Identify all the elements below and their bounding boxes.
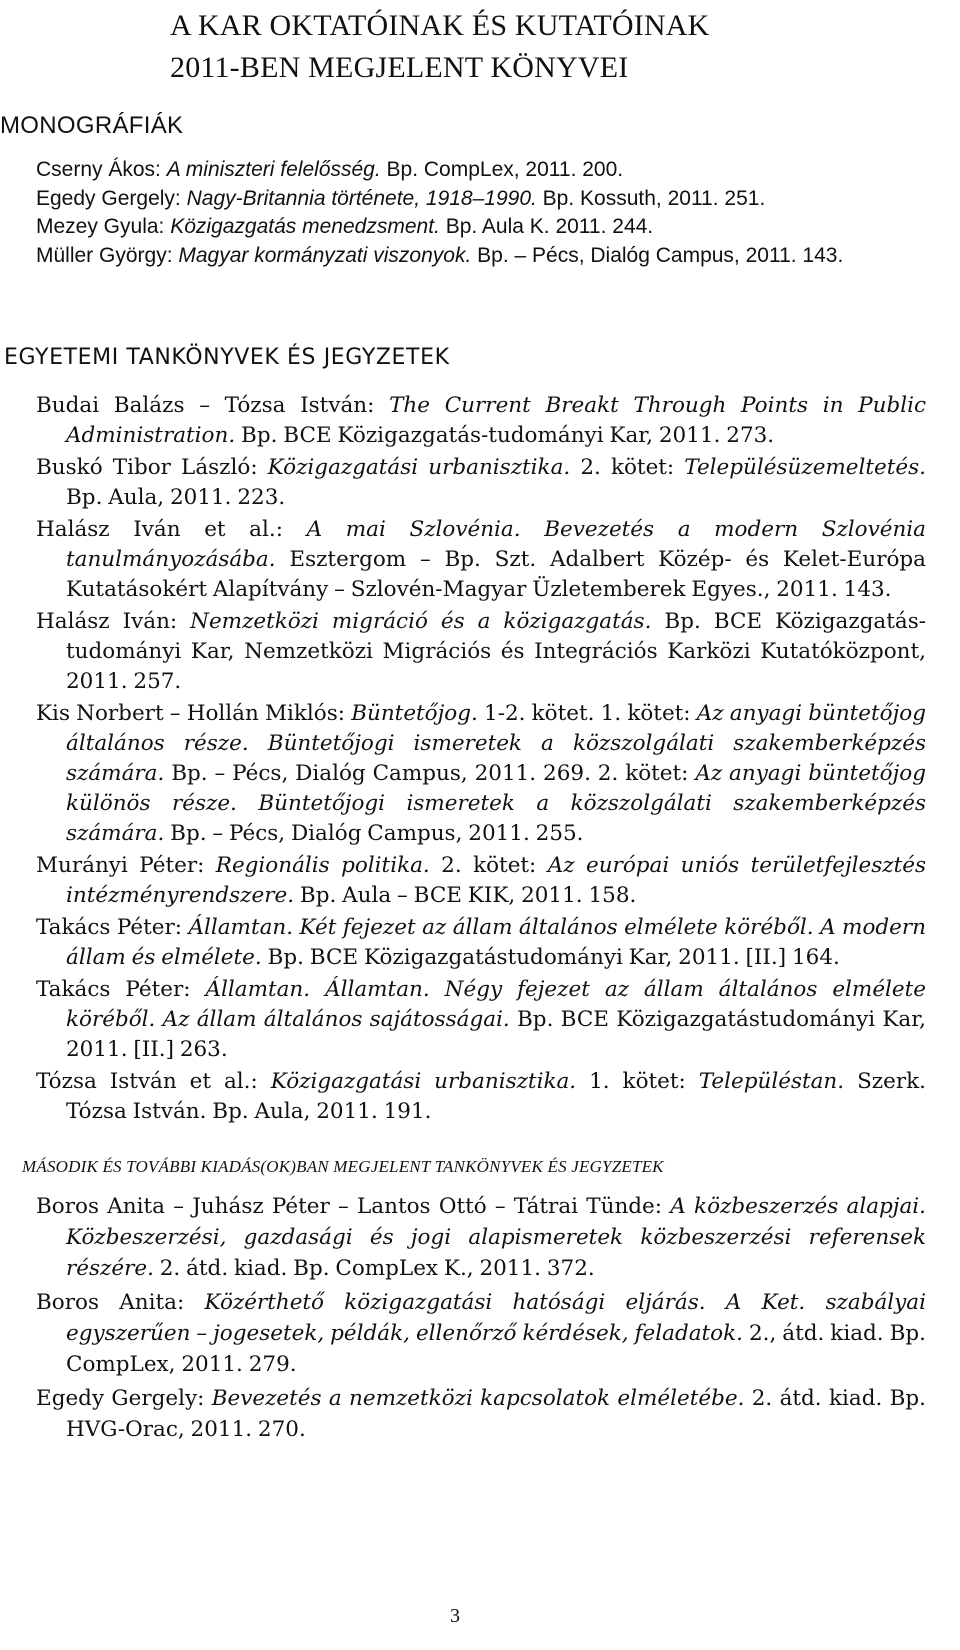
page-number: 3 — [450, 1605, 460, 1627]
bibliography-entry — [36, 185, 926, 214]
entry-text: Halász Iván: — [36, 609, 191, 634]
entry-text: Mezey Gyula: — [36, 215, 171, 238]
entry-title-text: Regionális politika. — [215, 853, 430, 878]
entry-text: Bp. BCE Közigazgatástudományi Kar, 2011. [II.] 164. — [261, 945, 840, 970]
entry-text: Bp. Aula – BCE KIK, 2011. 158. — [294, 883, 637, 908]
entry-text: 1. kötet: — [576, 1069, 699, 1094]
bibliography-entry — [36, 913, 926, 973]
entry-text: 2. kötet: — [429, 853, 548, 878]
section-list-monographs — [36, 156, 926, 270]
entry-text: Cserny Ákos: — [36, 158, 167, 181]
entry-title-text: A mai Szlovénia. Bevezetés a modern Szlovénia tanulmányozásába. — [66, 517, 926, 572]
entry-title-text: Államtan. Két fejezet az állam általános elmélete köréből. A modern állam és elmélete. — [66, 915, 926, 970]
bibliography-entry — [36, 699, 926, 849]
entry-text: 1-2. kötet. 1. kötet: — [477, 701, 697, 726]
entry-text: Esztergom – Bp. Szt. Adalbert Közép- és Kelet-Európa Kutatásokért Alapítvány – Szlovén-Magyar Üzletemberek Egyes., 2011. 143. — [66, 547, 926, 602]
document-title-line-2: 2011-BEN MEGJELENT KÖNYVEI — [170, 51, 629, 84]
bibliography-entry — [36, 607, 926, 697]
bibliography-entry — [36, 242, 926, 271]
entry-text: 2. átd. kiad. Bp. CompLex K., 2011. 372. — [153, 1256, 595, 1281]
section-list-later-editions — [36, 1191, 926, 1448]
entry-title-text: Közigazgatási urbanisztika. — [270, 1069, 577, 1094]
entry-text: Müller György: — [36, 243, 179, 267]
bibliography-entry — [36, 975, 926, 1065]
entry-text: Boros Anita – Juhász Péter – Lantos Ottó – Tátrai Tünde: — [36, 1194, 671, 1219]
entry-title-text: A miniszteri felelősség. — [166, 158, 381, 181]
entry-title-text: Büntetőjog. — [351, 701, 478, 726]
entry-text: Bp. BCE Közigazgatástudományi Kar, 2011. [II.] 263. — [66, 1007, 926, 1062]
entry-text: Szerk. Tózsa István. Bp. Aula, 2011. 191. — [66, 1069, 926, 1124]
entry-title-text: Államtan. Államtan. Négy fejezet az állam általános elmélete köréből. Az állam általános sajátosságai. — [66, 977, 927, 1032]
entry-text: Bp. BCE Közigazgatás-tudományi Kar, 2011. 273. — [235, 423, 775, 448]
entry-title-text: Az anyagi büntetőjog különös része. Büntetőjogi ismeretek a közszolgálati szakemberképzés számára. — [66, 761, 926, 846]
entry-title-text: Az európai uniós területfejlesztés intézményrendszere. — [66, 853, 927, 908]
bibliography-entry — [36, 1287, 926, 1380]
entry-text: 2. átd. kiad. Bp. HVG-Orac, 2011. 270. — [66, 1386, 927, 1442]
bibliography-entry — [36, 213, 926, 242]
entry-text: Bp. BCE Közigazgatás-tudományi Kar, Nemzetközi Migrációs és Integrációs Karközi Kutatóközpont, 2011. 257. — [66, 609, 926, 694]
entry-title-text: Közigazgatás menedzsment. — [170, 215, 440, 238]
bibliography-entry — [36, 1191, 926, 1284]
section-heading-textbooks: EGYETEMI TANKÖNYVEK ÉS JEGYZETEK — [4, 345, 450, 370]
entry-text: 2. kötet: — [570, 455, 685, 480]
entry-title-text: A közbeszerzés alapjai. Közbeszerzési, gazdasági és jogi alapismeretek közbeszerzési referensek részére. — [66, 1194, 926, 1281]
section-heading-later-editions: MÁSODIK ÉS TOVÁBBI KIADÁS(OK)BAN MEGJELENT TANKÖNYVEK ÉS JEGYZETEK — [22, 1157, 664, 1176]
entry-text: 2., átd. kiad. Bp. CompLex, 2011. 279. — [66, 1321, 926, 1377]
entry-title-text: Az anyagi büntetőjog általános része. Büntetőjogi ismeretek a közszolgálati szakemberképzés számára. — [66, 701, 926, 786]
section-list-textbooks — [36, 391, 926, 1129]
entry-text: Egedy Gergely: — [36, 186, 187, 210]
bibliography-entry — [36, 851, 926, 911]
entry-text: Murányi Péter: — [36, 853, 216, 878]
bibliography-entry — [36, 156, 926, 185]
entry-text: Bp. – Pécs, Dialóg Campus, 2011. 269. 2. kötet: — [164, 761, 696, 786]
entry-title-text: Nagy-Britannia története, 1918–1990. — [186, 186, 537, 210]
entry-title-text: Településtan. — [698, 1069, 845, 1094]
bibliography-entry — [36, 1067, 926, 1127]
entry-text: Bp. Kossuth, 2011. 251. — [536, 186, 766, 210]
document-title-line-1: A KAR OKTATÓINAK ÉS KUTATÓINAK — [170, 9, 710, 42]
entry-text: Bp. – Pécs, Dialóg Campus, 2011. 143. — [471, 243, 844, 267]
entry-text: Bp. Aula, 2011. 223. — [66, 485, 286, 510]
entry-title-text: Magyar kormányzati viszonyok. — [178, 243, 472, 267]
bibliography-entry — [36, 1383, 926, 1445]
entry-text: Bp. CompLex, 2011. 200. — [380, 158, 624, 181]
entry-title-text: Közérthető közigazgatási hatósági eljárás. A Ket. szabályai egyszerűen – jogesetek, példák, ellenőrző kérdések, feladatok. — [66, 1290, 926, 1346]
entry-text: Egedy Gergely: — [36, 1386, 212, 1411]
entry-title-text: Nemzetközi migráció és a közigazgatás. — [190, 609, 652, 634]
entry-title-text: Bevezetés a nemzetközi kapcsolatok elméletébe. — [211, 1386, 745, 1411]
entry-title-text: The Current Breakt Through Points in Public Administration. — [66, 393, 926, 448]
entry-text: Takács Péter: — [36, 977, 206, 1002]
bibliography-entry — [36, 391, 926, 451]
entry-text: Bp. Aula K. 2011. 244. — [439, 215, 654, 238]
entry-text: Buskó Tibor László: — [36, 455, 268, 480]
entry-text: Kis Norbert – Hollán Miklós: — [36, 701, 352, 726]
entry-text: Takács Péter: — [36, 915, 189, 940]
entry-text: Boros Anita: — [36, 1290, 205, 1315]
entry-text: Tózsa István et al.: — [36, 1069, 271, 1094]
section-heading-monographs: MONOGRÁFIÁK — [0, 112, 184, 139]
bibliography-entry — [36, 453, 926, 513]
entry-text: Halász Iván et al.: — [36, 517, 307, 542]
bibliography-entry — [36, 515, 926, 605]
entry-text: Budai Balázs – Tózsa István: — [36, 393, 390, 418]
entry-text: Bp. – Pécs, Dialóg Campus, 2011. 255. — [164, 821, 584, 846]
entry-title-text: Településüzemeltetés. — [684, 455, 926, 480]
entry-title-text: Közigazgatási urbanisztika. — [267, 455, 571, 480]
